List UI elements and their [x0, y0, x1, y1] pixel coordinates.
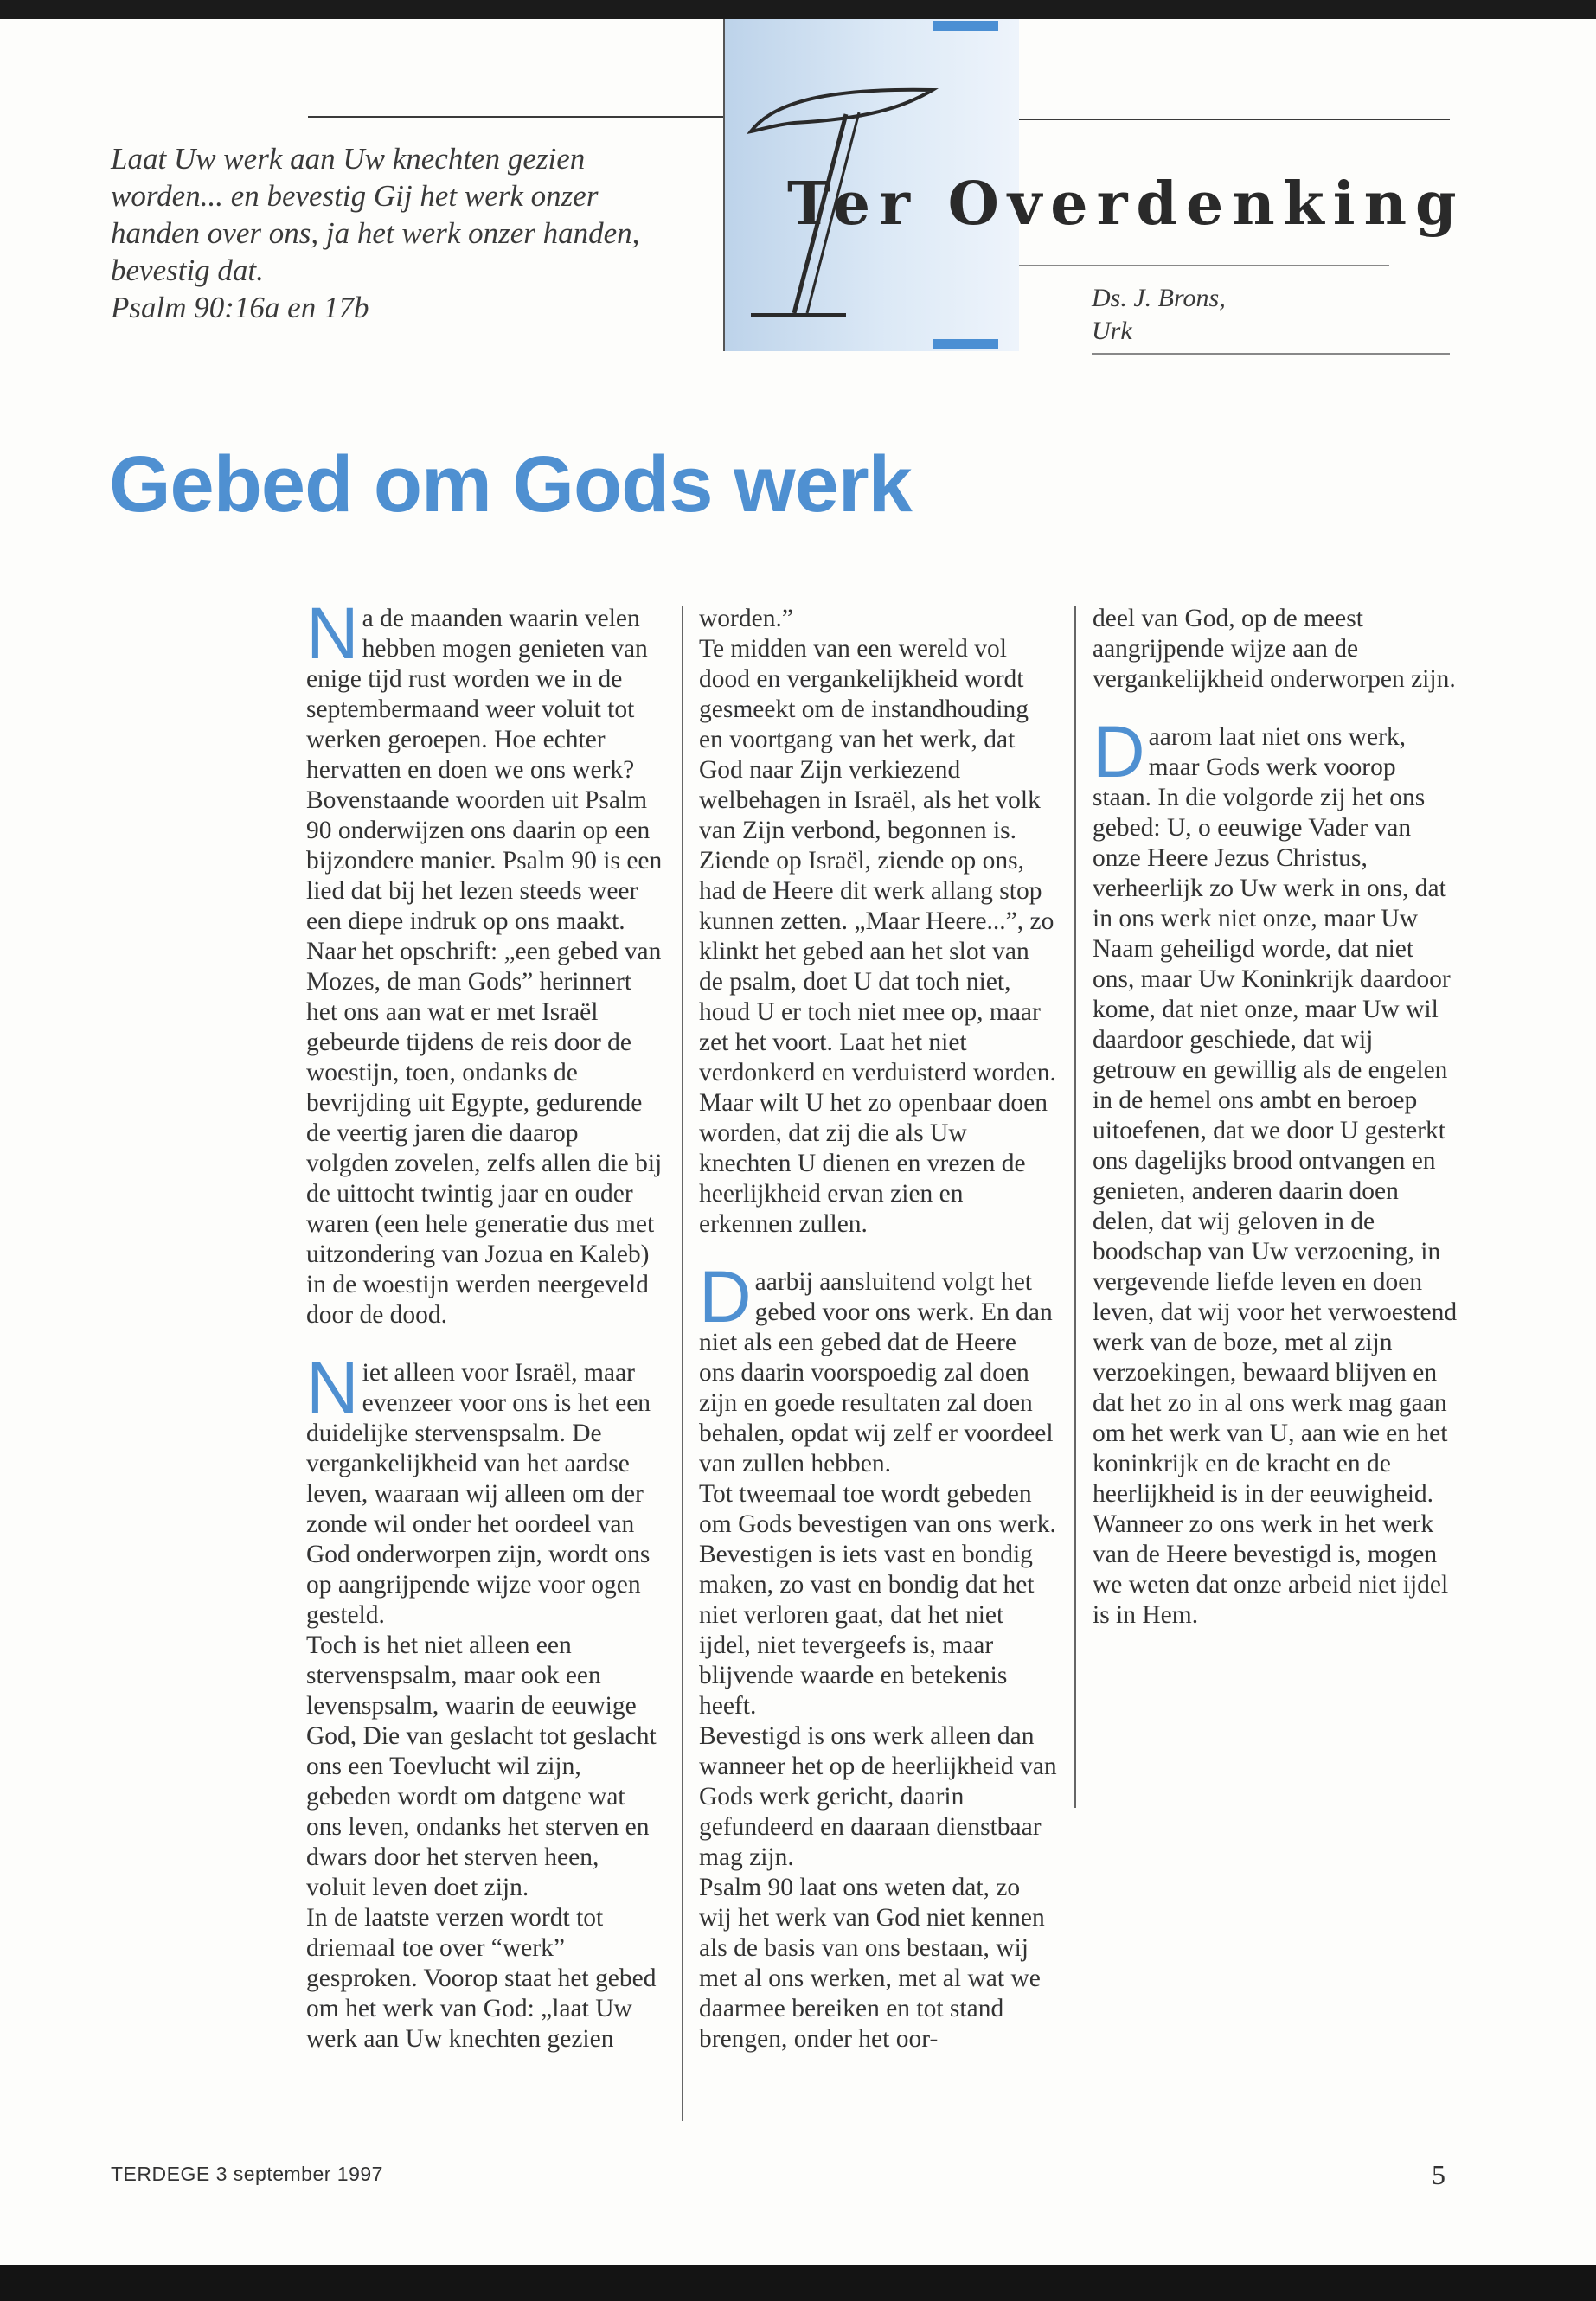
header-rule-left	[308, 116, 723, 118]
quote-reference: Psalm 90:16a en 17b	[111, 291, 369, 324]
page-number: 5	[1432, 2159, 1445, 2190]
author-place: Urk	[1092, 317, 1132, 345]
article-title: Gebed om Gods werk	[109, 440, 912, 529]
article-column-2	[699, 604, 1057, 2054]
column-divider	[1074, 606, 1076, 1808]
paragraph-text: iet alleen voor Israël, maar evenzeer voor ons is het een duidelijke stervenspsalm. De vergankelijkheid van het aardse leven, waaraan wij alleen om der zonde wil onder het oordeel van God onderworpen zijn, wordt ons op aangrijpende wijze voor ogen gesteld.	[306, 1359, 651, 1629]
quote-line: Laat Uw werk aan Uw knechten gezien	[111, 142, 586, 176]
paragraph: deel van God, op de meest aangrijpende wijze aan de vergankelijkheid onderworpen zijn.	[1093, 605, 1456, 693]
title-underline	[1017, 265, 1389, 266]
paragraph: Wanneer zo ons werk in het werk van de Heere bevestigd is, mogen we weten dat onze arbeid niet ijdel is in Hem.	[1093, 1510, 1449, 1629]
drop-cap: N	[306, 593, 359, 674]
paragraph: In de laatste verzen wordt tot driemaal toe over “werk” gesproken. Voorop staat het gebed om het werk van God: „laat Uw werk aan Uw knechten gezien	[306, 1904, 657, 2053]
paragraph: Tot tweemaal toe wordt gebeden om Gods bevestigen van ons werk. Bevestigen is iets vast en bondig maken, zo vast en bondig dat het niet verloren gaat, dat het niet ijdel, niet tevergeefs is, maar blijvende waarde en betekenis heeft.	[699, 1480, 1056, 1720]
author-name: Ds. J. Brons,	[1092, 284, 1226, 312]
quote-line: worden... en bevestig Gij het werk onzer	[111, 179, 599, 213]
quote-line: bevestig dat.	[111, 253, 264, 287]
logo-tab-top	[933, 21, 998, 31]
paragraph	[699, 1256, 1057, 1479]
paragraph: worden.”	[699, 605, 793, 632]
author-rule	[1092, 353, 1450, 355]
article-column-3	[1093, 604, 1458, 1631]
paragraph-text: aarom laat niet ons werk, maar Gods werk voorop staan. In die volgorde zij het ons gebed: U, o eeuwige Vader van onze Heere Jezus Christus, verheerlijk zo Uw werk in ons, dat in ons werk niet onze, maar Uw Naam geheiligd worde, dat niet ons, maar Uw Koninkrijk daardoor kome, dat niet onze, maar Uw wil daardoor geschiede, dat wij getrouw en gewillig als de engelen in de hemel ons ambt en beroep uitoefenen, dat we door U gesterkt ons dagelijks brood ontvangen en genieten, anderen daarin doen delen, dat wij geloven in de boodschap van Uw verzoening, in vergevende liefde leven en doen leven, dat wij voor het verwoestend werk van de boze, met al zijn verzoekingen, bewaard blijven en dat het zo in al ons werk mag gaan om het werk van U, aan wie en het koninkrijk en de kracht en de heerlijkheid is in der eeuwigheid.	[1093, 723, 1458, 1508]
drop-cap: D	[699, 1256, 752, 1337]
article-column-1	[306, 593, 664, 2054]
paragraph	[1093, 711, 1458, 1509]
drop-cap: D	[1093, 711, 1145, 792]
paragraph: Toch is het niet alleen een stervenspsalm, maar ook een levenspsalm, waarin de eeuwige God, Die van geslacht tot geslacht ons een Toevlucht wil zijn, gebeden wordt om datgene wat ons leven, ondanks het sterven en dwars door het sterven heen, voluit leven doet zijn.	[306, 1631, 657, 1901]
drop-cap: N	[306, 1347, 359, 1428]
paragraph: Te midden van een wereld vol dood en vergankelijkheid wordt gesmeekt om de instandhouding en voortgang van het werk, dat God naar Zijn verkiezend welbehagen in Israël, als het volk van Zijn verbond, begonnen is.	[699, 635, 1041, 844]
paragraph	[306, 1347, 664, 1631]
paragraph-text: aarbij aansluitend volgt het gebed voor ons werk. En dan niet als een gebed dat de Heere ons daarin voorspoedig zal doen zijn en goede resultaten zal doen behalen, opdat wij zelf er voordeel van zullen hebben.	[699, 1268, 1054, 1477]
quote-line: handen over ons, ja het werk onzer handen,	[111, 216, 640, 250]
paragraph: Psalm 90 laat ons weten dat, zo wij het werk van God niet kennen als de basis van ons bestaan, wij met al ons werken, met al wat we daarmee bereiken en tot stand brengen, onder het oor-	[699, 1874, 1045, 2053]
paragraph: Ziende op Israël, ziende op ons, had de Heere dit werk allang stop kunnen zetten. „Maar Heere...”, zo klinkt het gebed aan het slot van de psalm, doet U dat toch niet, houd U er toch niet mee op, maar zet het voort. Laat het niet verdonkerd en verduisterd worden. Maar wilt U het zo openbaar doen worden, dat zij die als Uw knechten U dienen en vrezen de heerlijkheid ervan zien en erkennen zullen.	[699, 847, 1056, 1238]
column-divider	[682, 606, 683, 2121]
bottom-scan-bar	[0, 2265, 1596, 2301]
paragraph-text: a de maanden waarin velen hebben mogen genieten van enige tijd rust worden we in de septembermaand weer voluit tot werken geroepen. Hoe echter hervatten en doen we ons werk? Bovenstaande woorden uit Psalm 90 onderwijzen ons daarin op een bijzondere manier. Psalm 90 is een lied dat bij het lezen steeds weer een diepe indruk op ons maakt. Naar het opschrift: „een gebed van Mozes, de man Gods” herinnert het ons aan wat er met Israël gebeurde tijdens de reis door de woestijn, toen, ondanks de bevrijding uit Egypte, gedurende de veertig jaren die daarop volgden zovelen, zelfs allen die bij de uittocht twintig jaar en ouder waren (een hele generatie dus met uitzondering van Jozua en Kaleb) in de woestijn werden neergeveld door de dood.	[306, 605, 663, 1329]
logo-tab-bottom	[933, 339, 998, 349]
section-title: Ter Overdenking	[787, 170, 1465, 239]
publication-footer: TERDEGE 3 september 1997	[111, 2163, 383, 2185]
paragraph: Bevestigd is ons werk alleen dan wanneer het op de heerlijkheid van Gods werk gericht, daarin gefundeerd en daaraan dienstbaar mag zijn.	[699, 1722, 1057, 1871]
top-scan-bar	[0, 0, 1596, 19]
author-byline	[1092, 282, 1226, 348]
header-rule-right	[1017, 119, 1450, 120]
opening-quote	[111, 140, 699, 326]
paragraph	[306, 593, 664, 1330]
